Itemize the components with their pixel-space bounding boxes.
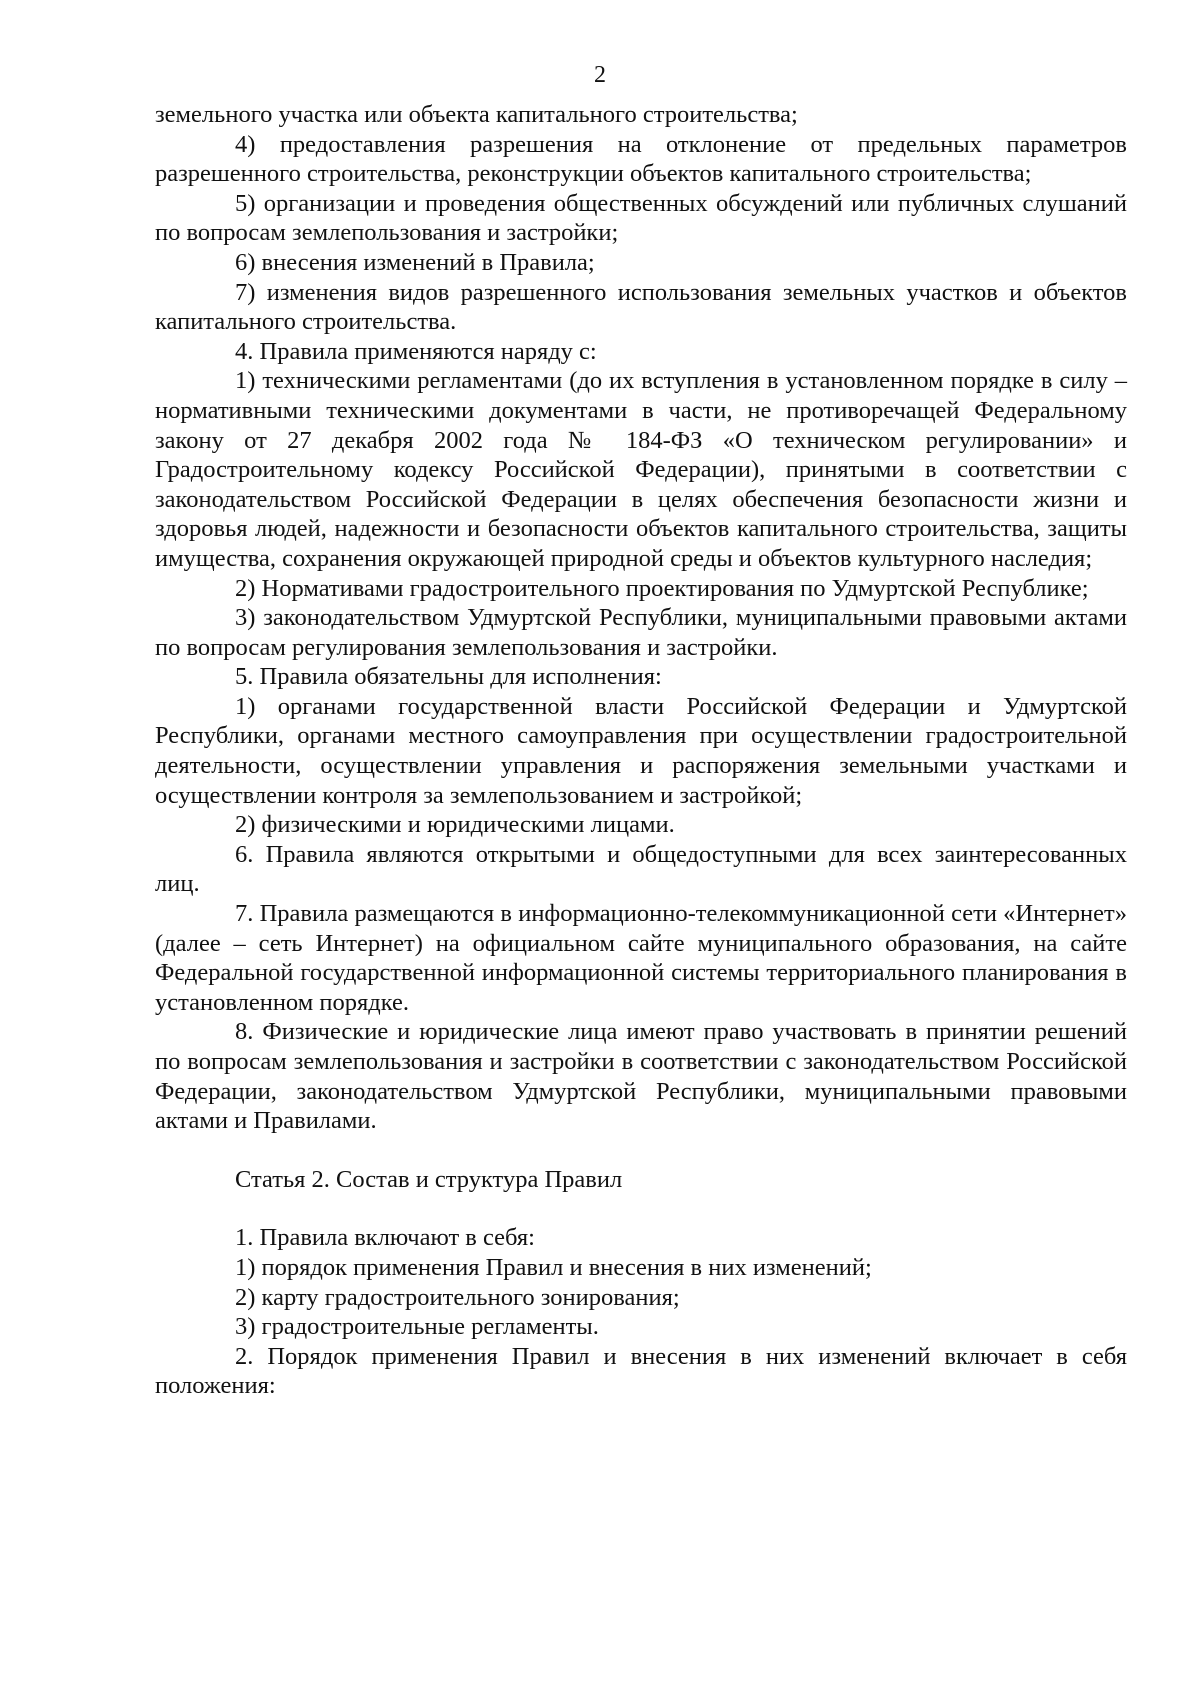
paragraph-continuation: земельного участка или объекта капитального строительства; (155, 101, 798, 128)
paragraph: 2) Нормативами градостроительного проектирования по Удмуртской Республике; (235, 574, 1089, 602)
paragraph: 4. Правила применяются наряду с: (235, 337, 597, 365)
paragraph: 7) изменения видов разрешенного использования земельных участков и объектов капитального строительства. (155, 278, 1127, 336)
paragraph: 8. Физические и юридические лица имеют право участвовать в принятии решений по вопросам землепользования и застройки в соответствии с законодательством Российской Федерации, законодательством Удмуртской Республики, муниципальными правовыми актами и Правилами. (155, 1018, 1127, 1135)
paragraph: 1) органами государственной власти Российской Федерации и Удмуртской Республики, органами местного самоуправления при осуществлении градостроительной деятельности, осуществлении управления и распоряжения земельными участками и осуществлении контроля за землепользованием и застройкой; (155, 692, 1127, 809)
paragraph: 6) внесения изменений в Правила; (235, 248, 595, 276)
paragraph: 5) организации и проведения общественных обсуждений или публичных слушаний по вопросам землепользования и застройки; (155, 189, 1127, 247)
article-paragraph: 2. Порядок применения Правил и внесения в них изменений включает в себя положения: (155, 1342, 1127, 1400)
paragraph: 6. Правила являются открытыми и общедоступными для всех заинтересованных лиц. (155, 840, 1127, 898)
paragraph: 1) техническими регламентами (до их вступления в установленном порядке в силу – нормативными техническими документами в части, не противоречащей Федеральному закону от 27 декабря 2002 года № 184-ФЗ «О техническом регулировании» и Градостроительному кодексу Российской Федерации), принятыми в соответствии с законодательством Российской Федерации в целях обеспечения безопасности жизни и здоровья людей, надежности и безопасности объектов капитального строительства, защиты имущества, сохранения окружающей природной среды и объектов культурного наследия; (155, 367, 1127, 572)
paragraph: 7. Правила размещаются в информационно-телекоммуникационной сети «Интернет» (далее – сеть Интернет) на официальном сайте муниципального образования, на сайте Федеральной государственной информационной системы территориального планирования в установленном порядке. (155, 900, 1127, 1016)
article-paragraph: 1. Правила включают в себя: (235, 1224, 535, 1252)
paragraph: 2) физическими и юридическими лицами. (235, 811, 675, 839)
article-paragraph: 2) карту градостроительного зонирования; (235, 1283, 680, 1311)
paragraph: 3) законодательством Удмуртской Республики, муниципальными правовыми актами по вопросам регулирования землепользования и застройки. (155, 604, 1127, 661)
page-number: 2 (594, 62, 606, 88)
article-paragraph: 3) градостроительные регламенты. (235, 1313, 599, 1341)
article-paragraph: 1) порядок применения Правил и внесения в них изменений; (235, 1253, 872, 1281)
paragraph: 4) предоставления разрешения на отклонение от предельных параметров разрешенного строительства, реконструкции объектов капитального строительства; (155, 130, 1127, 188)
document-body (155, 100, 1127, 1401)
article-heading: Статья 2. Состав и структура Правил (235, 1165, 623, 1193)
paragraph: 5. Правила обязательны для исполнения: (235, 663, 662, 691)
